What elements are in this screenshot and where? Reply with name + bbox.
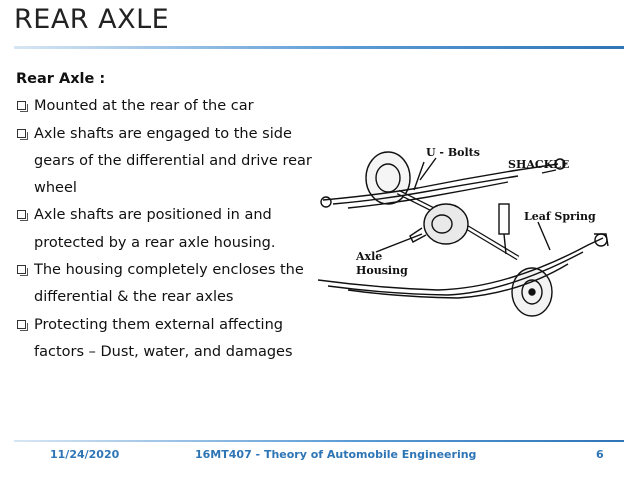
bullet-item: The housing completely encloses the differential & the rear axles <box>16 257 316 312</box>
title-divider <box>14 46 624 49</box>
bullet-item: Axle shafts are positioned in and protected by a rear axle housing. <box>16 202 316 257</box>
label-u-bolts: U - Bolts <box>426 146 480 159</box>
label-housing: Housing <box>356 264 408 277</box>
label-axle: Axle <box>356 250 383 263</box>
bullet-item: Mounted at the rear of the car <box>16 93 316 120</box>
bullet-item: Axle shafts are engaged to the side gears of the differential and drive rear wheel <box>16 121 316 203</box>
checkbox-bullet-icon <box>17 265 26 274</box>
bullet-list <box>16 66 316 366</box>
rear-axle-diagram <box>318 140 618 330</box>
footer-date: 11/24/2020 <box>50 448 120 461</box>
label-shackle: SHACKLE <box>508 158 570 171</box>
checkbox-bullet-icon <box>17 210 26 219</box>
footer-divider <box>14 440 624 442</box>
checkbox-bullet-icon <box>17 320 26 329</box>
checkbox-bullet-icon <box>17 129 26 138</box>
label-leaf-spring: Leaf Spring <box>524 210 596 223</box>
footer-course: 16MT407 - Theory of Automobile Engineering <box>195 448 477 461</box>
bullet-item: Protecting them external affecting factors – Dust, water, and damages <box>16 312 316 367</box>
slide-title: REAR AXLE <box>14 4 170 35</box>
checkbox-bullet-icon <box>17 101 26 110</box>
section-heading: Rear Axle : <box>16 71 106 87</box>
footer-page-number: 6 <box>596 448 604 461</box>
